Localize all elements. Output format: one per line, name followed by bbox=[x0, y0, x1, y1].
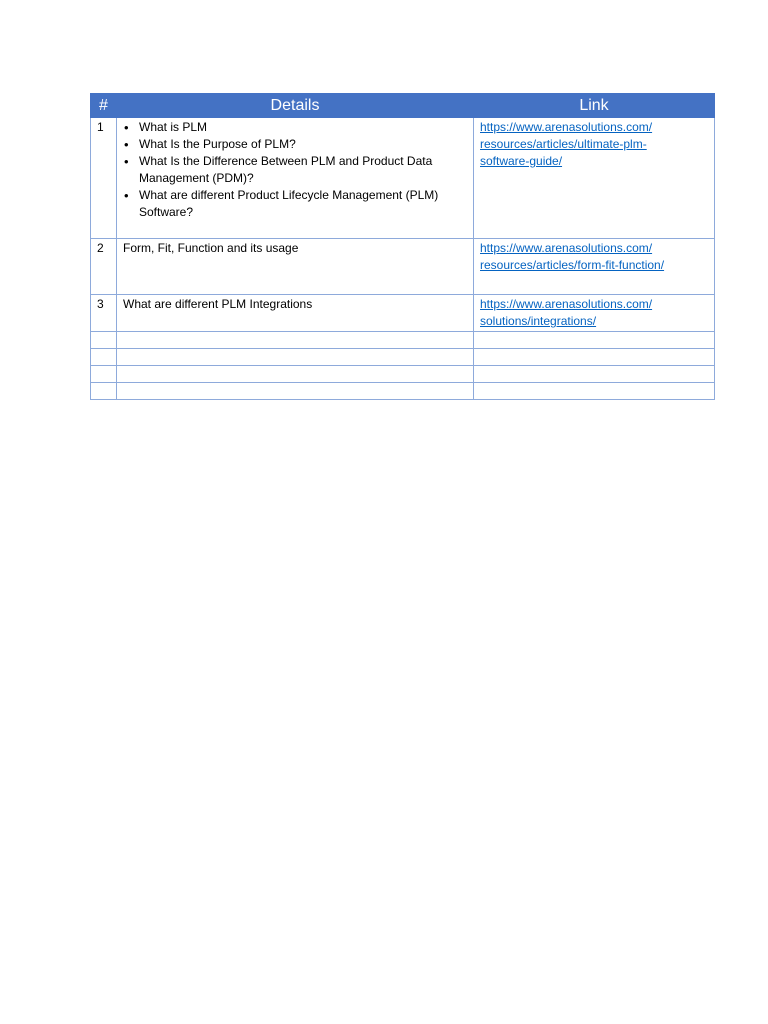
header-link: Link bbox=[474, 94, 715, 118]
row-details: Form, Fit, Function and its usage bbox=[117, 239, 474, 295]
row-number: 2 bbox=[91, 239, 117, 295]
empty-cell bbox=[474, 366, 715, 383]
row-details: What are different PLM Integrations bbox=[117, 295, 474, 332]
empty-cell bbox=[474, 332, 715, 349]
empty-cell bbox=[117, 383, 474, 400]
empty-cell bbox=[91, 366, 117, 383]
row-link bbox=[474, 118, 715, 239]
empty-table-row bbox=[91, 366, 715, 383]
reference-table bbox=[90, 93, 715, 400]
link-line: https://www.arenasolutions.com/ bbox=[480, 297, 653, 311]
empty-cell bbox=[474, 349, 715, 366]
empty-table-row bbox=[91, 349, 715, 366]
row-details bbox=[117, 118, 474, 239]
empty-cell bbox=[91, 332, 117, 349]
link-line: https://www.arenasolutions.com/ bbox=[480, 241, 653, 255]
reference-link[interactable] bbox=[480, 296, 708, 330]
row-link bbox=[474, 239, 715, 295]
link-line: resources/articles/form-fit-function/ bbox=[480, 258, 665, 272]
empty-table-row bbox=[91, 332, 715, 349]
link-line: resources/articles/ultimate-plm- bbox=[480, 137, 647, 151]
table-row bbox=[91, 239, 715, 295]
header-row bbox=[91, 94, 715, 118]
row-link bbox=[474, 295, 715, 332]
empty-table-row bbox=[91, 383, 715, 400]
bullet-item: • What is PLM bbox=[123, 119, 467, 136]
table-row bbox=[91, 295, 715, 332]
empty-cell bbox=[117, 332, 474, 349]
empty-cell bbox=[117, 366, 474, 383]
bullet-item: • What are different Product Lifecycle Management (PLM) Software? bbox=[123, 187, 467, 221]
empty-cell bbox=[474, 383, 715, 400]
link-line: https://www.arenasolutions.com/ bbox=[480, 120, 653, 134]
reference-link[interactable] bbox=[480, 119, 708, 170]
row-number: 3 bbox=[91, 295, 117, 332]
details-bullet-list bbox=[123, 119, 467, 221]
bullet-item: • What Is the Purpose of PLM? bbox=[123, 136, 467, 153]
bullet-item: • What Is the Difference Between PLM and Product Data Management (PDM)? bbox=[123, 153, 467, 187]
empty-cell bbox=[91, 349, 117, 366]
header-details: Details bbox=[117, 94, 474, 118]
row-number: 1 bbox=[91, 118, 117, 239]
link-line: software-guide/ bbox=[480, 154, 563, 168]
link-line: solutions/integrations/ bbox=[480, 314, 597, 328]
table-row bbox=[91, 118, 715, 239]
reference-link[interactable] bbox=[480, 240, 708, 274]
empty-cell bbox=[117, 349, 474, 366]
empty-cell bbox=[91, 383, 117, 400]
header-number: # bbox=[91, 94, 117, 118]
